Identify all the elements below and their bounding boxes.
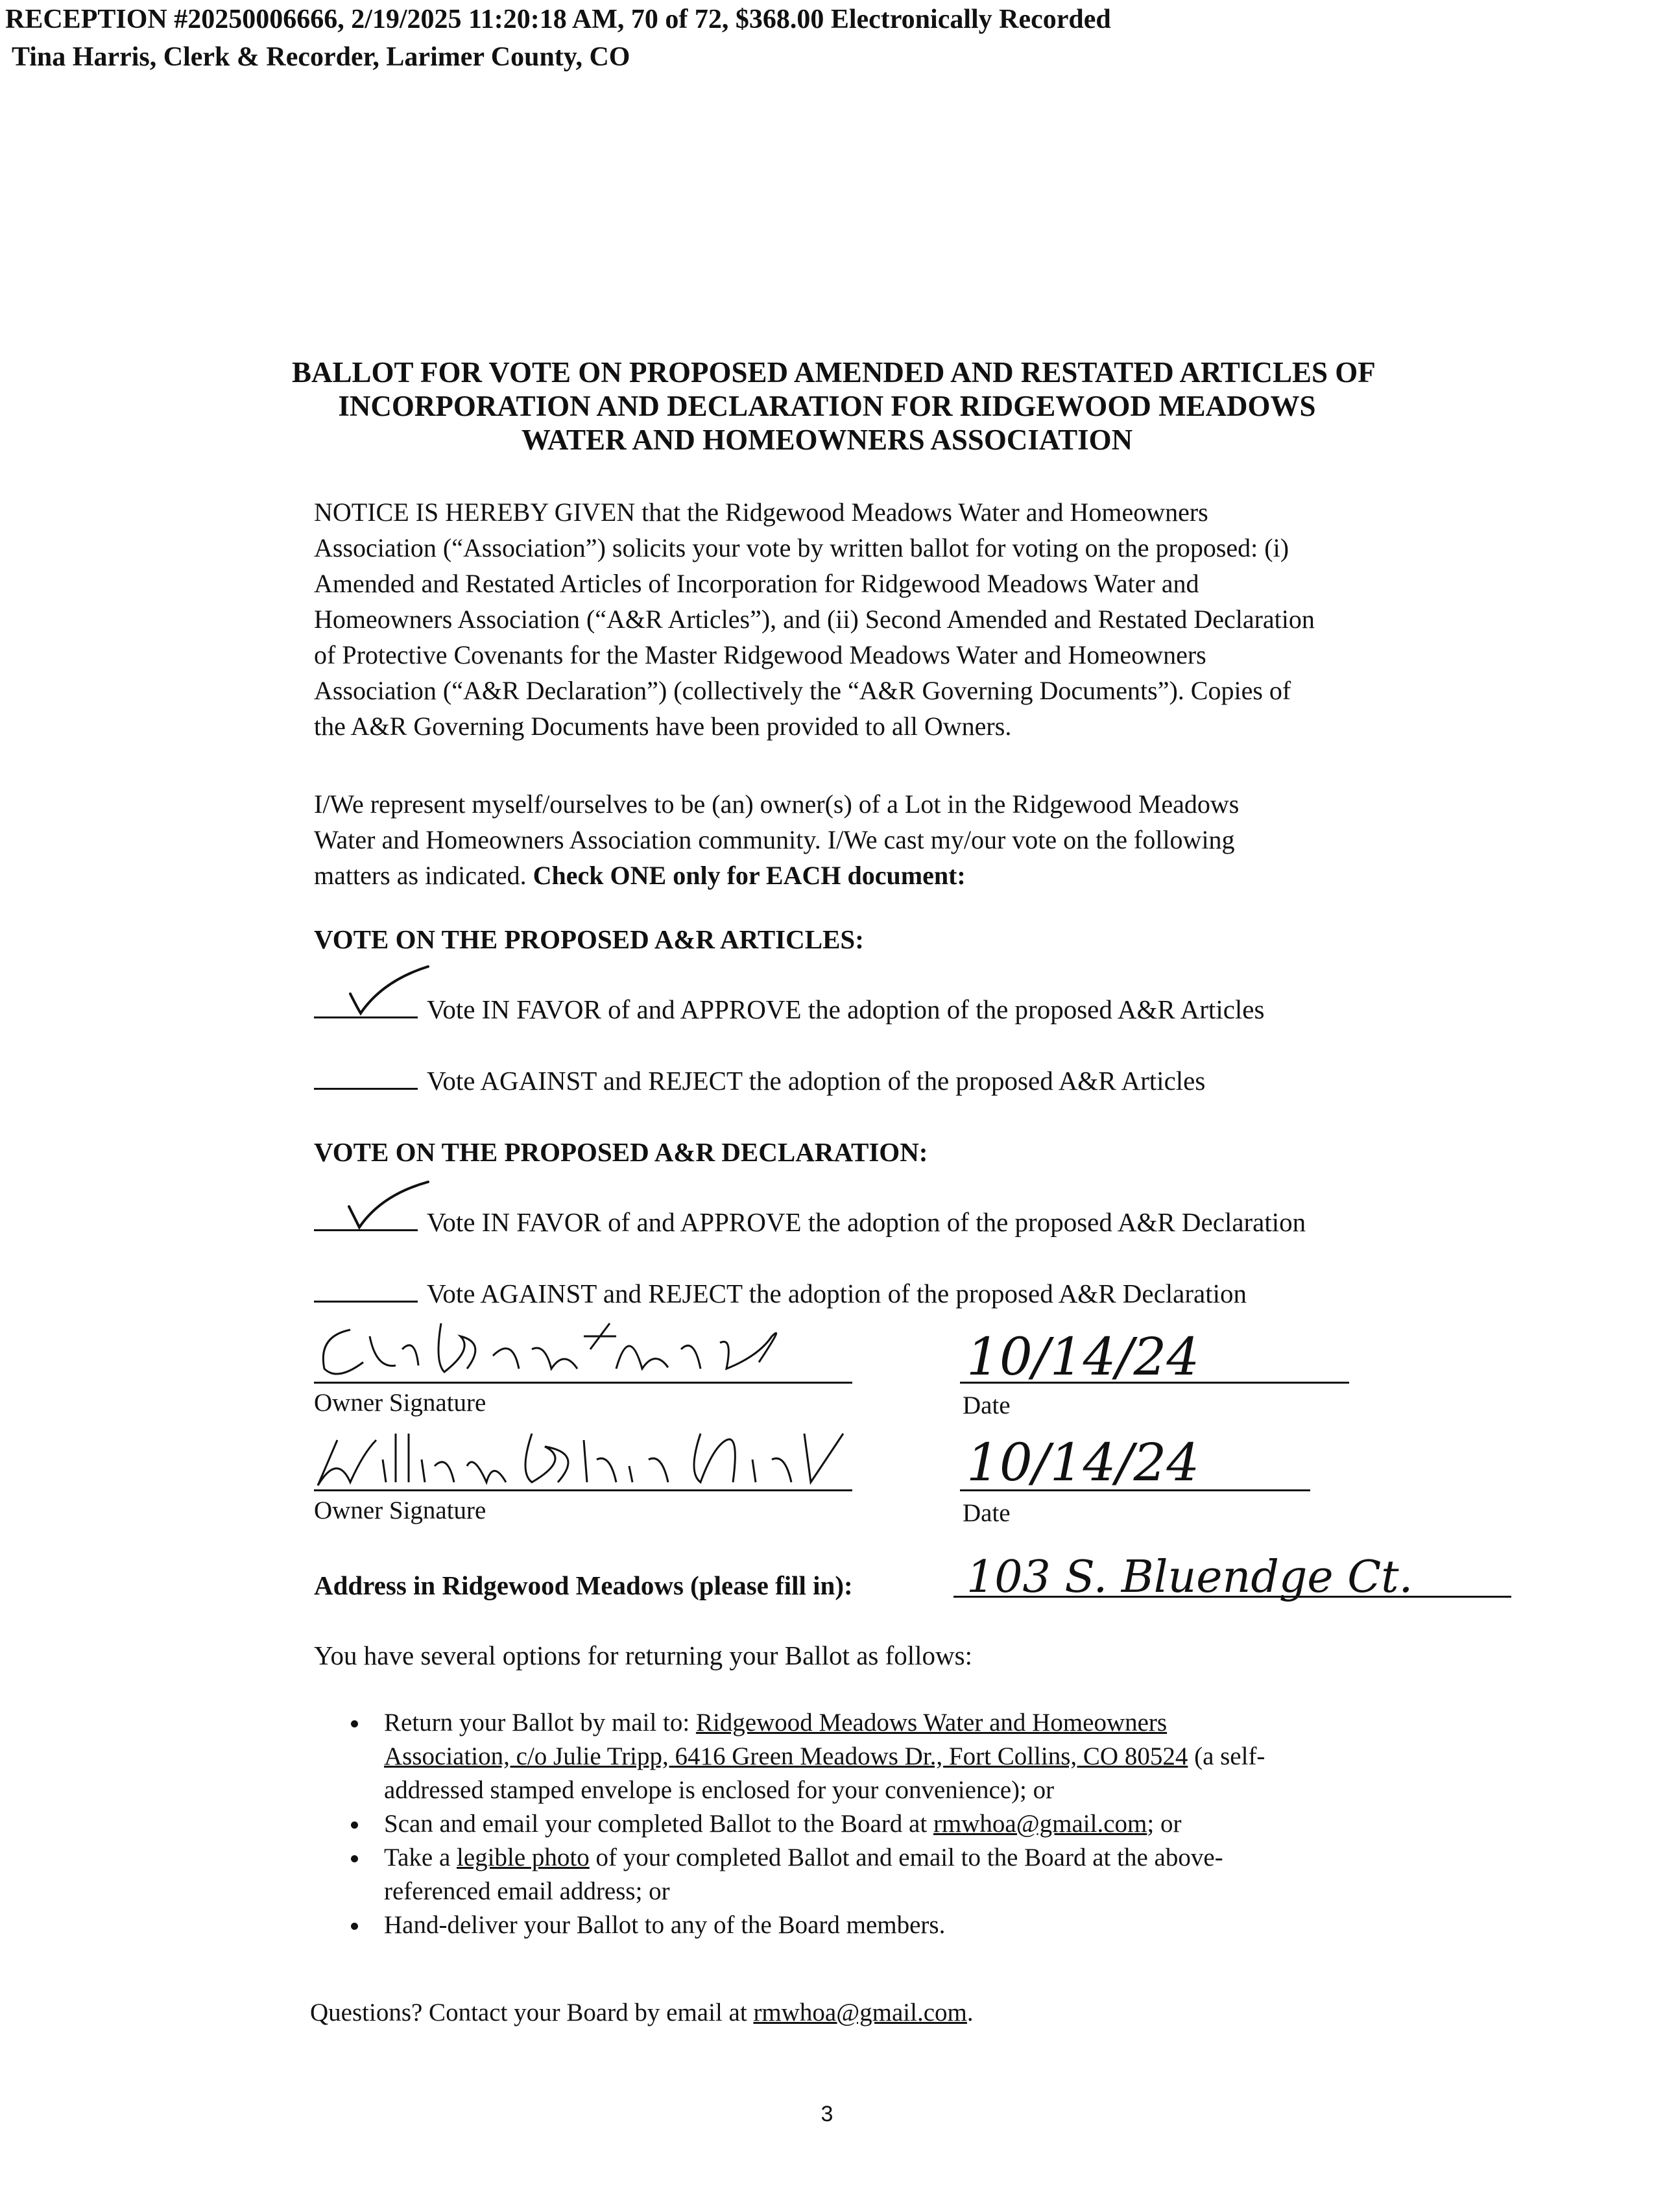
articles-favor-checkmark <box>337 961 435 1020</box>
return-option-mail <box>370 1706 1537 1807</box>
address-line[interactable] <box>953 1596 1511 1598</box>
questions-suffix: . <box>966 1999 974 2026</box>
scan-suffix: ; or <box>1147 1810 1182 1838</box>
page-number: 3 <box>821 2102 833 2126</box>
return-options-list <box>344 1706 1537 1942</box>
photo-prefix: Take a <box>384 1844 457 1871</box>
notice-line: Amended and Restated Articles of Incorporation for Ridgewood Meadows Water and <box>314 569 1199 598</box>
notice-line: the A&R Governing Documents have been provided to all Owners. <box>314 712 1012 741</box>
notice-line: Association (“A&R Declaration”) (collectively the “A&R Governing Documents”). Copies of <box>314 676 1291 705</box>
declaration-against-blank[interactable] <box>314 1297 418 1303</box>
representation-paragraph <box>314 786 1546 893</box>
represent-line2: Water and Homeowners Association community. I/We cast my/our vote on the following <box>314 825 1235 854</box>
photo-suffix-2: referenced email address; or <box>384 1877 670 1905</box>
hand-deliver-text: Hand-deliver your Ballot to any of the Board members. <box>384 1911 946 1939</box>
return-option-scan <box>370 1807 1537 1841</box>
mail-address-line1: Ridgewood Meadows Water and Homeowners <box>695 1709 1168 1737</box>
date-1-line[interactable] <box>960 1382 1349 1384</box>
owner-signature-2 <box>298 1421 856 1498</box>
owner-signature-2-label: Owner Signature <box>314 1497 486 1524</box>
owner-signature-1-line[interactable] <box>314 1382 852 1384</box>
mail-suffix-2: addressed stamped envelope is enclosed for your convenience); or <box>384 1776 1055 1804</box>
notice-line: Association (“Association”) solicits your vote by written ballot for voting on the proposed: (i) <box>314 533 1289 562</box>
owner-signature-1-label: Owner Signature <box>314 1389 486 1417</box>
ballot-title-line1: BALLOT FOR VOTE ON PROPOSED AMENDED AND RESTATED ARTICLES OF <box>292 356 1376 389</box>
declaration-favor-label: Vote IN FAVOR of and APPROVE the adoption of the proposed A&R Declaration <box>427 1207 1306 1237</box>
date-1-label: Date <box>963 1391 1011 1419</box>
recording-header-line2: Tina Harris, Clerk & Recorder, Larimer County, CO <box>12 42 630 72</box>
board-email-link[interactable]: rmwhoa@gmail.com <box>933 1810 1147 1838</box>
return-option-photo <box>370 1841 1537 1908</box>
date-2-label: Date <box>963 1499 1011 1527</box>
notice-line: of Protective Covenants for the Master Ridgewood Meadows Water and Homeowners <box>314 640 1206 669</box>
declaration-against-label: Vote AGAINST and REJECT the adoption of the proposed A&R Declaration <box>427 1279 1247 1308</box>
declaration-against-option[interactable] <box>314 1278 1247 1309</box>
mail-prefix: Return your Ballot by mail to: <box>384 1709 696 1737</box>
mail-suffix-1: (a self- <box>1188 1742 1265 1770</box>
address-label: Address in Ridgewood Meadows (please fill in): <box>314 1570 853 1600</box>
scan-prefix: Scan and email your completed Ballot to the Board at <box>384 1810 933 1838</box>
articles-against-option[interactable] <box>314 1065 1205 1096</box>
date-2-value[interactable]: 10/14/24 <box>966 1432 1200 1493</box>
address-value[interactable]: 103 S. Bluendge Ct. <box>966 1552 1413 1603</box>
ballot-title <box>292 355 1376 457</box>
legible-photo-text: legible photo <box>457 1844 590 1871</box>
questions-line <box>310 1998 974 2027</box>
articles-heading: VOTE ON THE PROPOSED A&R ARTICLES: <box>314 924 864 954</box>
notice-paragraph <box>314 494 1546 744</box>
articles-favor-label: Vote IN FAVOR of and APPROVE the adoption of the proposed A&R Articles <box>427 994 1265 1024</box>
return-intro: You have several options for returning your Ballot as follows: <box>314 1641 972 1670</box>
ballot-title-line3: WATER AND HOMEOWNERS ASSOCIATION <box>521 424 1133 456</box>
owner-signature-2-line[interactable] <box>314 1489 852 1491</box>
check-one-instruction: Check ONE only for EACH document: <box>533 861 966 890</box>
date-2-line[interactable] <box>960 1489 1310 1491</box>
owner-signature-1 <box>305 1310 863 1388</box>
ballot-title-line2: INCORPORATION AND DECLARATION FOR RIDGEWOOD MEADOWS <box>338 390 1316 422</box>
articles-against-blank[interactable] <box>314 1084 418 1090</box>
notice-line: Homeowners Association (“A&R Articles”), and (ii) Second Amended and Restated Declaration <box>314 605 1315 634</box>
represent-line3 <box>314 858 1546 893</box>
declaration-heading: VOTE ON THE PROPOSED A&R DECLARATION: <box>314 1137 928 1167</box>
articles-against-label: Vote AGAINST and REJECT the adoption of the proposed A&R Articles <box>427 1066 1206 1096</box>
represent-line1: I/We represent myself/ourselves to be (an) owner(s) of a Lot in the Ridgewood Meadows <box>314 789 1240 819</box>
notice-line: NOTICE IS HEREBY GIVEN that the Ridgewood Meadows Water and Homeowners <box>314 498 1208 527</box>
date-1-value[interactable]: 10/14/24 <box>966 1327 1200 1387</box>
mail-address-line2: Association, c/o Julie Tripp, 6416 Green Meadows Dr., Fort Collins, CO 80524 <box>384 1742 1188 1770</box>
articles-favor-option[interactable] <box>314 994 1264 1025</box>
represent-line3-text: matters as indicated. <box>314 861 533 890</box>
questions-email-link[interactable]: rmwhoa@gmail.com <box>753 1999 967 2026</box>
declaration-favor-option[interactable] <box>314 1207 1306 1238</box>
declaration-favor-checkmark <box>337 1175 435 1234</box>
photo-suffix-1: of your completed Ballot and email to the Board at the above- <box>589 1844 1223 1871</box>
return-option-hand-deliver <box>370 1908 1537 1942</box>
recording-header-line1: RECEPTION #20250006666, 2/19/2025 11:20:18 AM, 70 of 72, $368.00 Electronically Recorded <box>5 5 1111 34</box>
questions-prefix: Questions? Contact your Board by email at <box>310 1999 754 2026</box>
